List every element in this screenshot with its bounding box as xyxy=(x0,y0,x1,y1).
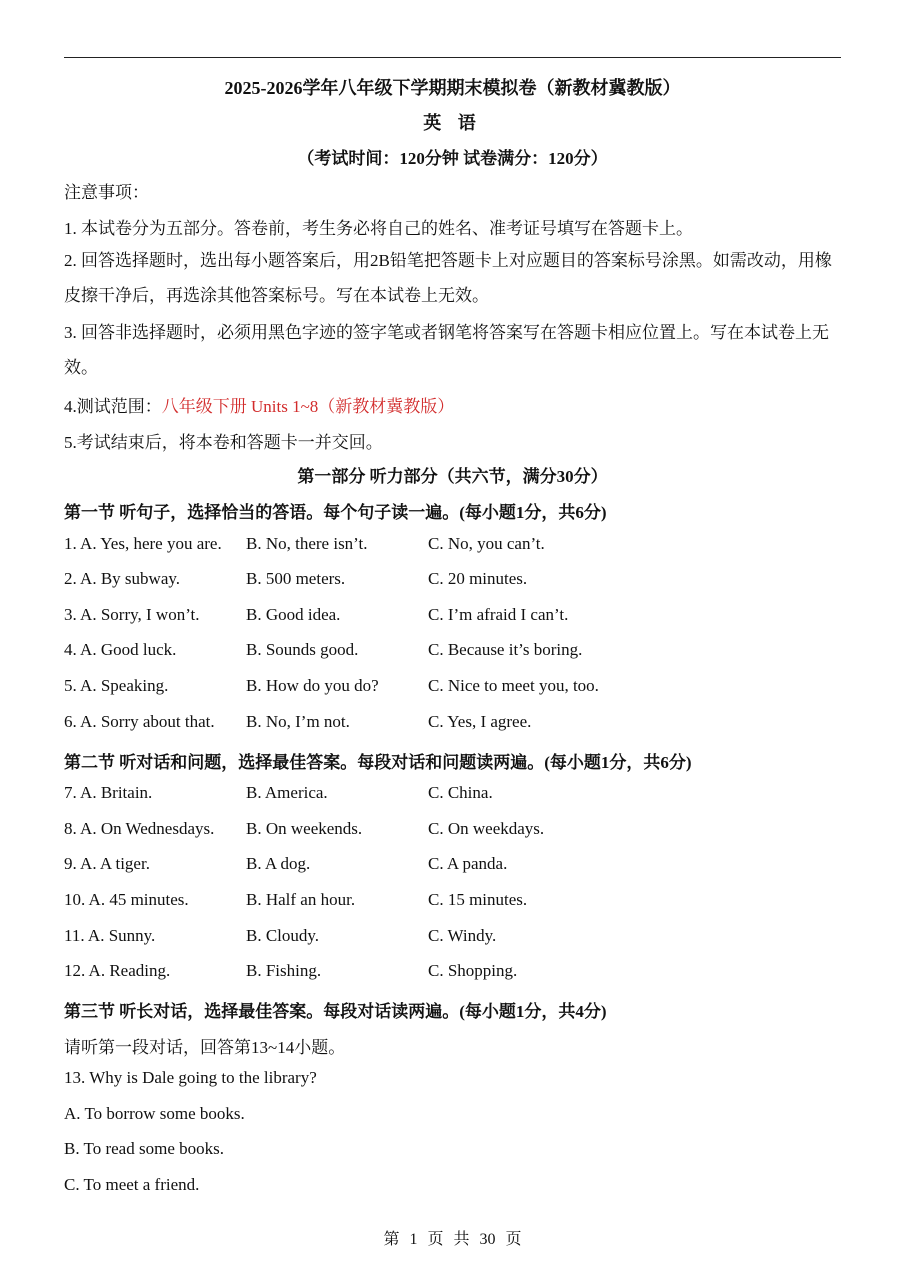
option-a: 9. A. A tiger. xyxy=(64,854,150,873)
option-c: C. 15 minutes. xyxy=(428,890,528,909)
option-a: 4. A. Good luck. xyxy=(64,640,177,659)
option-b: B. A dog. xyxy=(246,854,311,873)
note-item-2: 2. 回答选择题时，选出每小题答案后，用2B铅笔把答题卡上对应题目的答案标号涂黑。如需改动，用橡皮擦干净后，再选涂其他答案标号。写在本试卷上无效。 xyxy=(64,251,832,305)
part1-heading: 第一部分 听力部分（共六节，满分30分） xyxy=(297,467,608,486)
question-13-option-c: C. To meet a friend. xyxy=(64,1175,200,1194)
note-item-1: 1. 本试卷分为五部分。答卷前，考生务必将自己的姓名、准考证号填写在答题卡上。 xyxy=(64,219,693,238)
option-a: 5. A. Speaking. xyxy=(64,676,169,695)
note-item-5: 5.考试结束后，将本卷和答题卡一并交回。 xyxy=(64,433,383,452)
notes-heading: 注意事项： xyxy=(64,183,149,202)
option-a: 2. A. By subway. xyxy=(64,569,181,588)
option-c: C. 20 minutes. xyxy=(428,569,528,588)
option-b: B. On weekends. xyxy=(246,819,363,838)
note-item-4-label: 4.测试范围： xyxy=(64,397,162,416)
section2-heading: 第二节 听对话和问题，选择最佳答案。每段对话和问题读两遍。(每小题1分，共6分) xyxy=(64,753,692,772)
option-a: 6. A. Sorry about that. xyxy=(64,712,215,731)
question-13-option-b: B. To read some books. xyxy=(64,1139,224,1158)
option-b: B. How do you do? xyxy=(246,676,379,695)
question-13-stem: 13. Why is Dale going to the library? xyxy=(64,1068,317,1087)
section3-instruction: 请听第一段对话，回答第13~14小题。 xyxy=(64,1038,346,1057)
exam-title: 2025-2026学年八年级下学期期末模拟卷（新教材冀教版） xyxy=(224,78,681,98)
option-a: 7. A. Britain. xyxy=(64,783,153,802)
option-a: 12. A. Reading. xyxy=(64,961,171,980)
option-c: C. No, you can’t. xyxy=(428,534,545,553)
option-c: C. I’m afraid I can’t. xyxy=(428,605,569,624)
option-b: B. Half an hour. xyxy=(246,890,356,909)
option-a: 11. A. Sunny. xyxy=(64,926,156,945)
option-b: B. America. xyxy=(246,783,328,802)
note-item-4 xyxy=(64,392,454,417)
option-c: C. Shopping. xyxy=(428,961,518,980)
test-range: 八年级下册 Units 1~8（新教材冀教版） xyxy=(161,397,455,416)
option-b: B. Cloudy. xyxy=(246,926,320,945)
section3-heading: 第三节 听长对话，选择最佳答案。每段对话读两遍。(每小题1分，共4分) xyxy=(64,1002,607,1021)
option-b: B. No, I’m not. xyxy=(246,712,350,731)
option-c: C. On weekdays. xyxy=(428,819,545,838)
option-b: B. Fishing. xyxy=(246,961,322,980)
section1-heading: 第一节 听句子，选择恰当的答语。每个句子读一遍。(每小题1分，共6分) xyxy=(64,503,607,522)
option-a: 8. A. On Wednesdays. xyxy=(64,819,215,838)
option-c: C. Nice to meet you, too. xyxy=(428,676,599,695)
exam-info: （考试时间：120分钟 试卷满分：120分） xyxy=(297,149,608,168)
option-c: C. Yes, I agree. xyxy=(428,712,532,731)
option-b: B. 500 meters. xyxy=(246,569,346,588)
question-13-option-a: A. To borrow some books. xyxy=(64,1104,245,1123)
option-c: C. Windy. xyxy=(428,926,497,945)
option-b: B. No, there isn’t. xyxy=(246,534,368,553)
option-a: 10. A. 45 minutes. xyxy=(64,890,189,909)
note-item-3: 3. 回答非选择题时，必须用黑色字迹的签字笔或者钢笔将答案写在答题卡相应位置上。写在本试卷上无效。 xyxy=(64,323,829,377)
subject-title: 英 语 xyxy=(423,113,482,133)
option-b: B. Good idea. xyxy=(246,605,341,624)
option-c: C. China. xyxy=(428,783,493,802)
option-c: C. Because it’s boring. xyxy=(428,640,583,659)
page-number: 第 1 页 共 30 页 xyxy=(383,1231,522,1248)
option-c: C. A panda. xyxy=(428,854,508,873)
header-rule xyxy=(64,57,841,58)
option-a: 3. A. Sorry, I won’t. xyxy=(64,605,200,624)
option-b: B. Sounds good. xyxy=(246,640,359,659)
option-a: 1. A. Yes, here you are. xyxy=(64,534,222,553)
